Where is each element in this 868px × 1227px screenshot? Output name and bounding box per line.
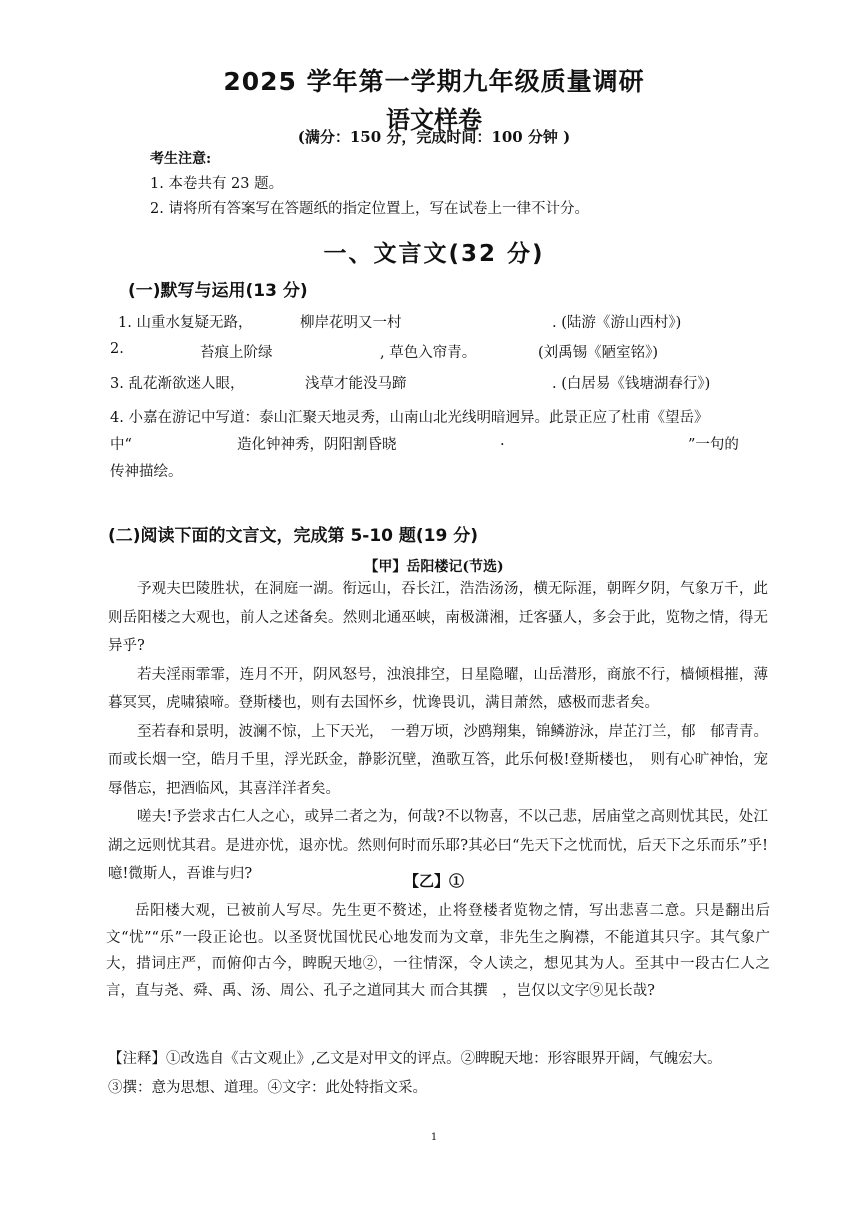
q4-line2-start: 中“ <box>110 437 132 453</box>
passage-jia-title: 【甲】岳阳楼记(节选) <box>364 559 504 575</box>
jia-paragraph: 若夫淫雨霏霏，连月不开，阴风怒号，浊浪排空，日星隐曜，山岳潜形，商旅不行，樯倾楫摧，薄暮冥冥，虎啸猿啼。登斯楼也，则有去国怀乡，忧谗畏讥，满目萧然，感极而悲者矣。 <box>108 666 768 711</box>
annotation-line: 【注释】①改选自《古文观止》,乙文是对甲文的评点。②睥睨天地：形容眼界开阔，气魄宏大。 <box>108 1051 722 1067</box>
q2-text: , 草色入帘青。 <box>380 345 477 361</box>
notice-item: 2. 请将所有答案写在答题纸的指定位置上，写在试卷上一律不计分。 <box>150 201 589 217</box>
q4-line2-dot: . <box>500 433 505 449</box>
q1-answer: 柳岸花明又一村 <box>300 315 402 331</box>
exam-subtitle: 语文样卷 <box>386 106 482 134</box>
passage-yi-title: 【乙】① <box>403 872 464 890</box>
annotation-line: ③撰：意为思想、道理。④文字：此处特指文采。 <box>108 1080 427 1096</box>
passage-jia <box>108 575 768 889</box>
q4-line3: 传神描绘。 <box>110 464 183 480</box>
jia-paragraph: 嗟夫!予尝求古仁人之心，或异二者之为，何哉?不以物喜，不以己悲，居庙堂之高则忧其民，处江湖之远则忧其君。是进亦忧，退亦忧。然则何时而乐耶?其必曰“先天下之忧而忧，后天下之乐而乐”乎!噫!微斯人，吾谁与归? <box>108 809 768 882</box>
q2-answer: 苔痕上阶绿 <box>200 345 273 361</box>
notice-item: 1. 本卷共有 23 题。 <box>150 176 284 192</box>
jia-paragraph: 予观夫巴陵胜状，在洞庭一湖。衔远山，吞长江，浩浩汤汤，横无际涯，朝晖夕阴，气象万千，此则岳阳楼之大观也，前人之述备矣。然则北通巫峡，南极潇湘，迁客骚人，多会于此，览物之情，得无异乎? <box>108 581 768 654</box>
jia-paragraph: 至若春和景明，波澜不惊，上下天光， 一碧万顷，沙鸥翔集，锦鳞游泳，岸芷汀兰，郁 郁青青。而或长烟一空，皓月千里，浮光跃金，静影沉壁，渔歌互答，此乐何极!登斯楼也， 则有心旷神怡，宠辱偕忘，把酒临风，其喜洋洋者矣。 <box>108 723 768 797</box>
section-title: 一、文言文(32 分) <box>323 241 545 267</box>
page-number: 1 <box>430 1132 438 1143</box>
q4-line1: 4. 小嘉在游记中写道：泰山汇聚天地灵秀，山南山北光线明暗迥异。此景正应了杜甫《望岳》 <box>110 410 709 426</box>
exam-title: 2025 学年第一学期九年级质量调研 <box>223 67 645 96</box>
notice-heading: 考生注意: <box>150 151 212 167</box>
q4-answer: 造化钟神秀，阴阳割昏晓 <box>237 437 397 453</box>
q3-number: 3. 乱花渐欲迷人眼， <box>110 376 245 392</box>
q3-answer: 浅草才能没马蹄 <box>305 376 407 392</box>
annotation <box>108 1045 768 1103</box>
score-time: (满分：150 分，完成时间：100 分钟 ) <box>297 128 571 146</box>
q3-source: . (白居易《钱塘湖春行》) <box>552 376 711 392</box>
passage-yi: 岳阳楼大观，已被前人写尽。先生更不赘述，止将登楼者览物之情，写出悲喜二意。只是翻出后文“忧”“乐”一段正论也。以圣贤忧国忧民心地发而为文章，非先生之胸襟，不能道其只字。其气象广大，措词庄严，而俯仰古今，睥睨天地②，一往情深，令人读之，想见其为人。至其中一段古仁人之言，直与尧、舜、禹、汤、周公、孔子之道同其大 而合其撰 ，岂仅以文字⑨见长哉? <box>106 903 770 999</box>
q1-number: 1. 山重水复疑无路， <box>118 315 253 331</box>
part2-title: (二)阅读下面的文言文，完成第 5-10 题(19 分) <box>108 526 479 546</box>
part1-title: (一)默写与运用(13 分) <box>128 281 308 301</box>
q2-source: (刘禹锡《陋室铭》) <box>538 345 659 361</box>
q2-number: 2. <box>110 341 124 357</box>
q4-line2-end: ”一句的 <box>688 437 739 453</box>
q1-source: . (陆游《游山西村》) <box>552 315 682 331</box>
